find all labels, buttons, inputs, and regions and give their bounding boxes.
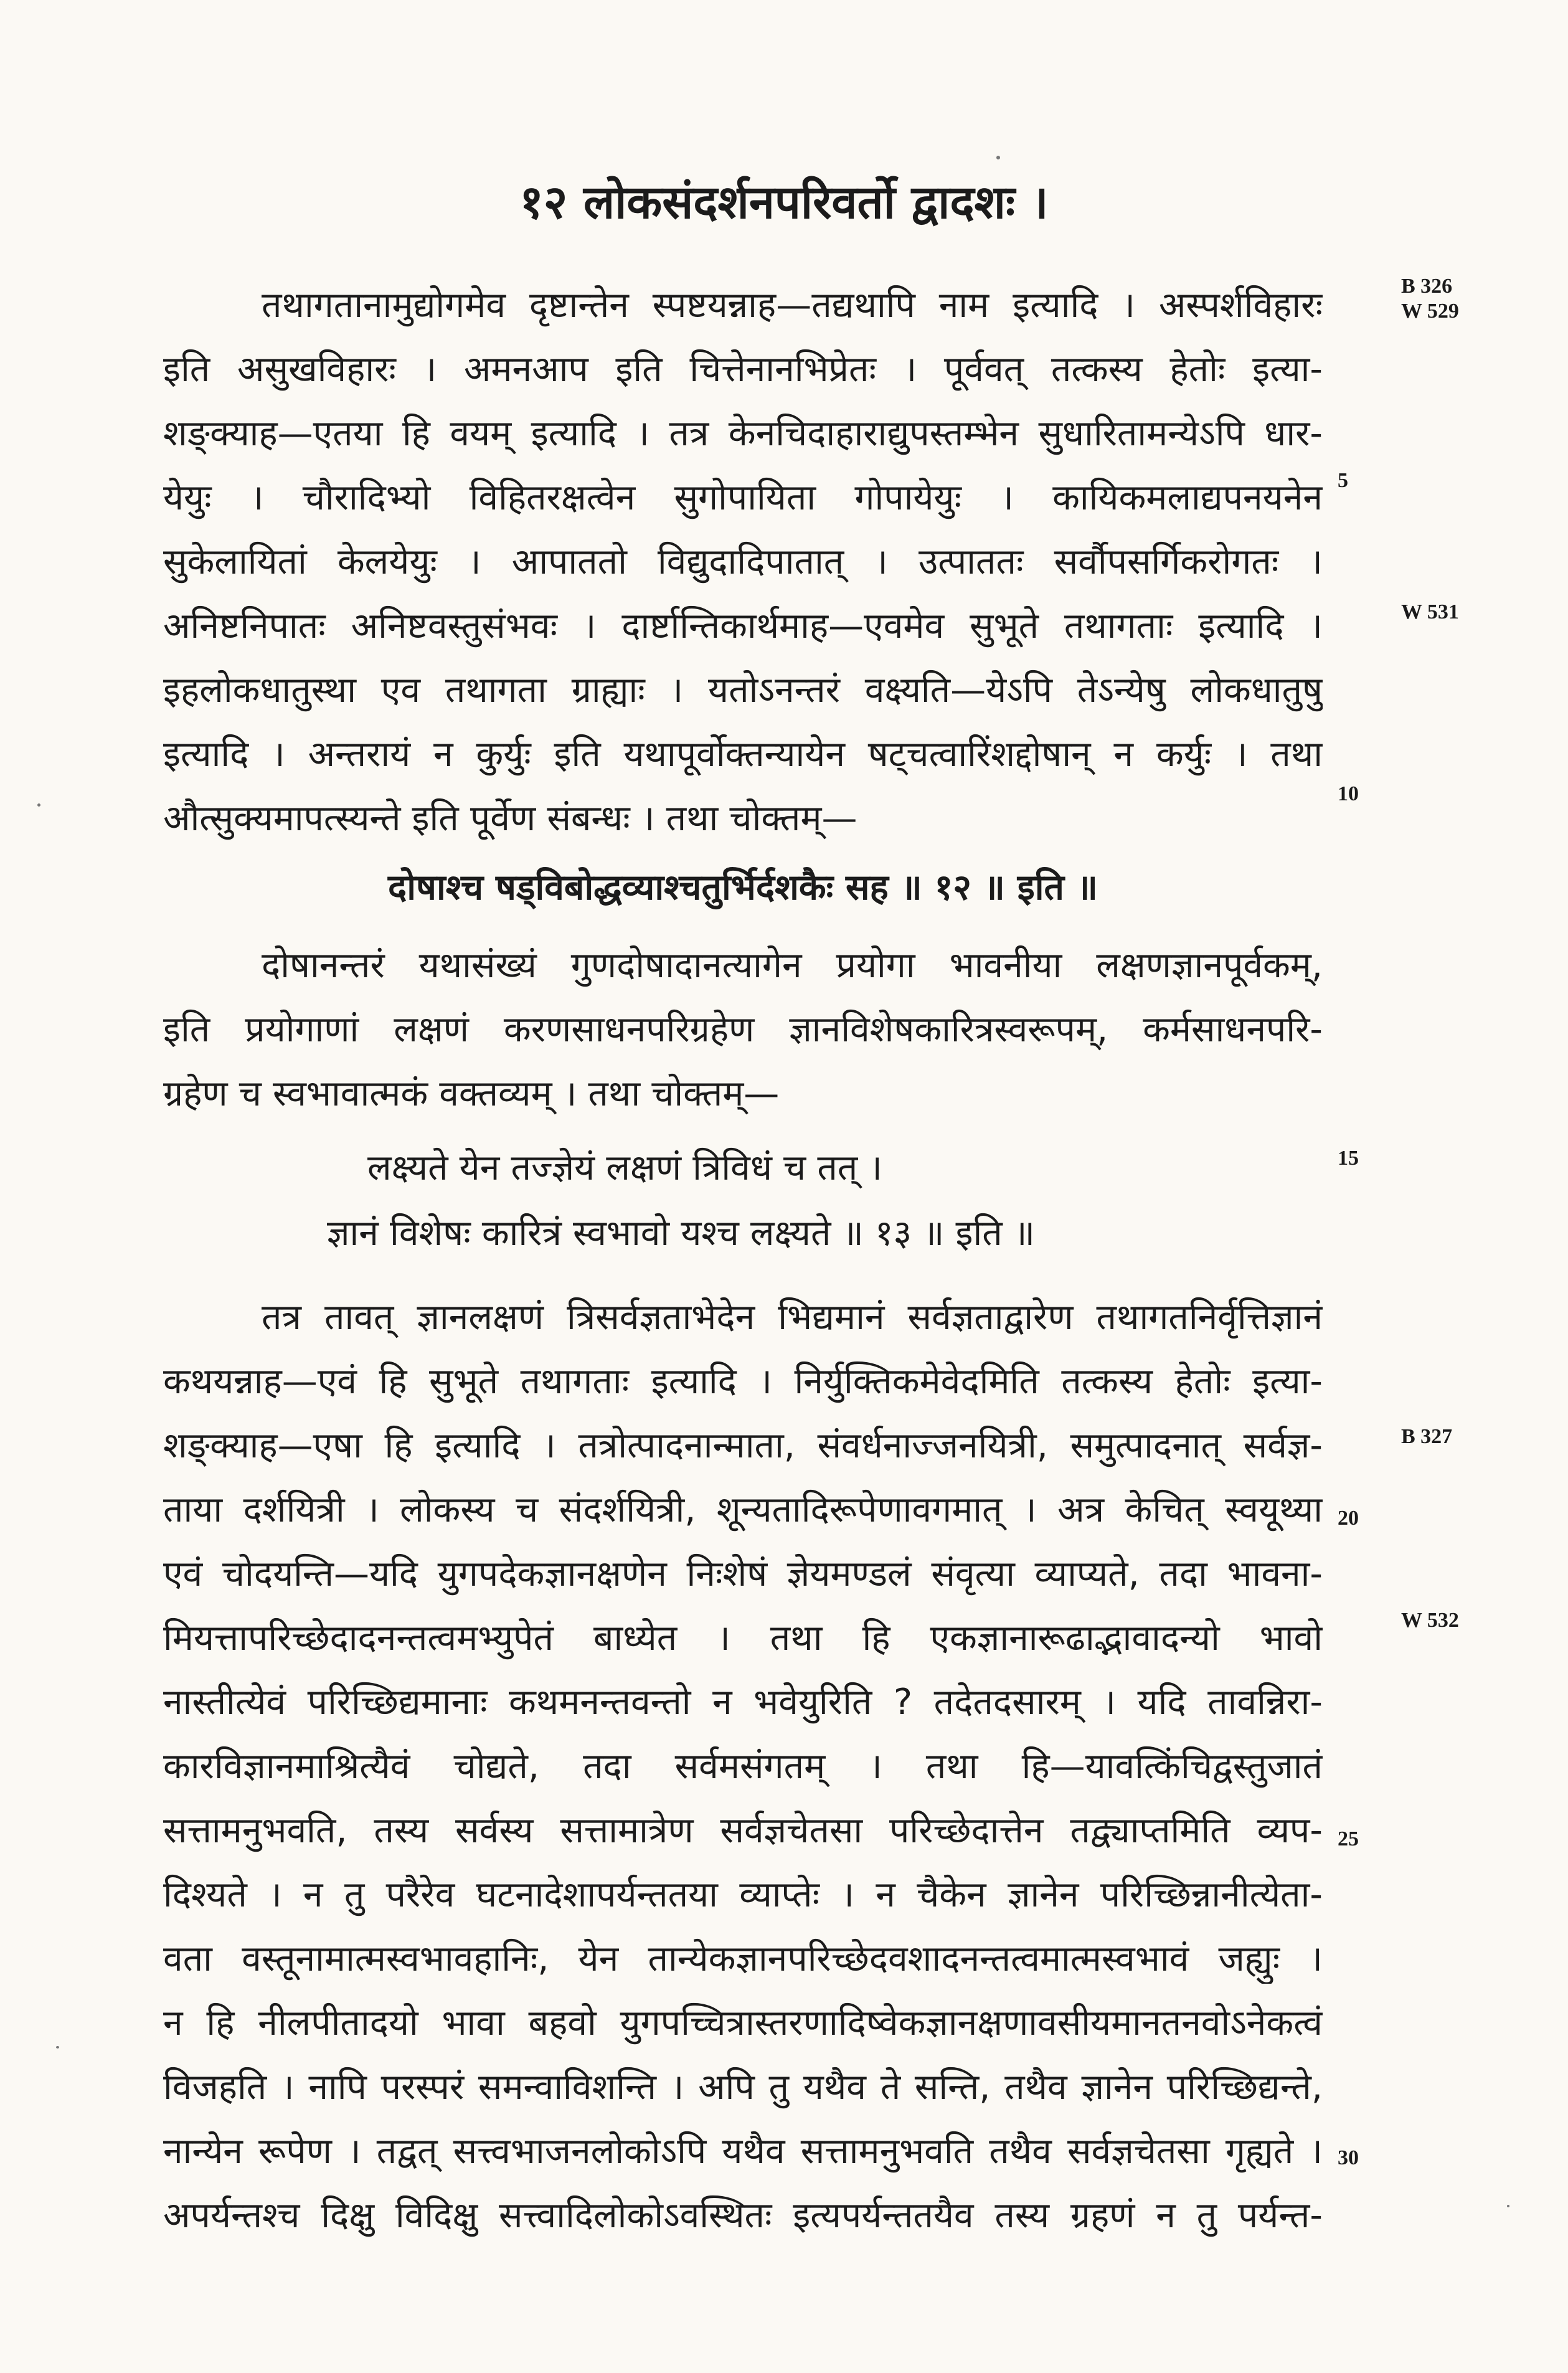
scan-speck <box>56 2046 59 2049</box>
scan-speck <box>996 156 1000 159</box>
text-line-26: वता वस्तूनामात्मस्वभावहानिः, येन तान्येकज्ञानपरिच्छेदवशादनन्तत्वमात्मस्वभावं जह्युः । <box>163 1938 1323 1979</box>
line-number-30: 30 <box>1338 2146 1359 2169</box>
text-line-28: विजहति । नापि परस्परं समन्वाविशन्ति । अपि तु यथैव ते सन्ति, तथैव ज्ञानेन परिच्छिद्यन्ते, <box>163 2067 1323 2108</box>
scan-speck <box>37 803 40 807</box>
text-line-1: तथागतानामुद्योगमेव दृष्टान्तेन स्पष्टयन्नाह—तद्यथापि नाम इत्यादि । अस्पर्शविहारः <box>262 285 1323 326</box>
text-line-8: इत्यादि । अन्तरायं न कुर्युः इति यथापूर्वोक्तन्यायेन षट्चत्वारिंशद्दोषान् न कर्युः । तथा <box>163 734 1323 775</box>
margin-ref-b326: B 326 <box>1401 275 1453 298</box>
text-line-29: नान्येन रूपेण । तद्वत् सत्त्वभाजनलोकोऽपि यथैव सत्तामनुभवति तथैव सर्वज्ञचेतसा गृह्यते । <box>163 2131 1323 2172</box>
text-line-9: औत्सुक्यमापत्स्यन्ते इति पूर्वेण संबन्धः । तथा चोक्तम्— <box>163 798 857 839</box>
text-line-13: ग्रहेण च स्वभावात्मकं वक्तव्यम् । तथा चोक्तम्— <box>163 1073 780 1114</box>
text-line-18: शङ्क्याह—एषा हि इत्यादि । तत्रोत्पादनान्माता, संवर्धनाज्जनयित्री, समुत्पादनात् सर्वज्ञ- <box>163 1425 1323 1466</box>
margin-ref-w531: W 531 <box>1401 600 1459 623</box>
chapter-title: १२ लोकसंदर्शनपरिवर्तो द्वादशः । <box>519 176 1049 229</box>
scan-speck <box>1507 2205 1509 2207</box>
text-line-11: दोषानन्तरं यथासंख्यं गुणदोषादानत्यागेन प्रयोगा भावनीया लक्षणज्ञानपूर्वकम्, <box>262 945 1323 986</box>
text-line-12: इति प्रयोगाणां लक्षणं करणसाधनपरिग्रहेण ज्ञानविशेषकारित्रस्वरूपम्, कर्मसाधनपरि- <box>163 1009 1323 1050</box>
text-line-5: सुकेलायितां केलयेयुः । आपाततो विद्युदादिपातात् । उत्पाततः सर्वौपसर्गिकरोगतः । <box>163 541 1323 582</box>
margin-ref-w532: W 532 <box>1401 1609 1459 1632</box>
text-line-27: न हि नीलपीतादयो भावा बहवो युगपच्चित्रास्तरणादिष्वेकज्ञानक्षणावसीयमानतनवोऽनेकत्वं <box>163 2002 1323 2044</box>
line-number-20: 20 <box>1338 1507 1359 1530</box>
karika-13-line-1: लक्ष्यते येन तज्ज्ञेयं लक्षणं त्रिविधं च तत् । <box>367 1147 883 1188</box>
text-line-21: मियत्तापरिच्छेदादनन्तत्वमभ्युपेतं बाध्येत । तथा हि एकज्ञानारूढाद्भावादन्यो भावो <box>163 1618 1323 1659</box>
text-line-24: सत्तामनुभवति, तस्य सर्वस्य सत्तामात्रेण सर्वज्ञचेतसा परिच्छेदात्तेन तद्व्याप्तमिति व्यप- <box>163 1810 1323 1851</box>
text-line-4: येयुः । चौरादिभ्यो विहितरक्षत्वेन सुगोपायिता गोपायेयुः । कायिकमलाद्यपनयनेन <box>163 477 1323 518</box>
text-line-2: इति असुखविहारः । अमनआप इति चित्तेनानभिप्रेतः । पूर्ववत् तत्कस्य हेतोः इत्या- <box>163 349 1323 390</box>
margin-ref-b327: B 327 <box>1401 1425 1453 1448</box>
karika-13-line-2: ज्ञानं विशेषः कारित्रं स्वभावो यश्च लक्ष्यते ॥ १३ ॥ इति ॥ <box>327 1213 1036 1254</box>
text-line-30: अपर्यन्तश्च दिक्षु विदिक्षु सत्त्वादिलोकोऽवस्थितः इत्यपर्यन्ततयैव तस्य ग्रहणं न तु पर्यन्त- <box>163 2195 1323 2236</box>
text-line-7: इहलोकधातुस्था एव तथागता ग्राह्याः । यतोऽनन्तरं वक्ष्यति—येऽपि तेऽन्येषु लोकधातुषु <box>163 670 1323 711</box>
line-number-25: 25 <box>1338 1827 1359 1850</box>
text-line-3: शङ्क्याह—एतया हि वयम् इत्यादि । तत्र केनचिदाहाराद्युपस्तम्भेन सुधारितामन्येऽपि धार- <box>163 413 1323 454</box>
text-line-25: दिश्यते । न तु परैरेव घटनादेशापर्यन्ततया व्याप्तेः । न चैकेन ज्ञानेन परिच्छिन्नानीत्येता- <box>163 1874 1323 1915</box>
text-line-16: तत्र तावत् ज्ञानलक्षणं त्रिसर्वज्ञताभेदेन भिद्यमानं सर्वज्ञताद्वारेण तथागतनिर्वृत्तिज्ञानं <box>262 1297 1323 1338</box>
line-number-5: 5 <box>1338 469 1348 492</box>
text-line-22: नास्तीत्येवं परिच्छिद्यमानाः कथमनन्तवन्तो न भवेयुरिति ? तदेतदसारम् । यदि तावन्निरा- <box>163 1682 1323 1723</box>
text-line-19: ताया दर्शयित्री । लोकस्य च संदर्शयित्री, शून्यतादिरूपेणावगमात् । अत्र केचित् स्वयूथ्या <box>163 1489 1323 1530</box>
text-line-20: एवं चोदयन्ति—यदि युगपदेकज्ञानक्षणेन निःशेषं ज्ञेयमण्डलं संवृत्या व्याप्यते, तदा भावना- <box>163 1553 1323 1594</box>
text-line-6: अनिष्टनिपातः अनिष्टवस्तुसंभवः । दार्ष्टान्तिकार्थमाह—एवमेव सुभूते तथागताः इत्यादि । <box>163 605 1323 647</box>
text-line-17: कथयन्नाह—एवं हि सुभूते तथागताः इत्यादि । निर्युक्तिकमेवेदमिति तत्कस्य हेतोः इत्या- <box>163 1361 1323 1402</box>
margin-ref-w529: W 529 <box>1401 300 1459 323</box>
line-number-10: 10 <box>1338 782 1359 805</box>
text-line-23: कारविज्ञानमाश्रित्यैवं चोद्यते, तदा सर्वमसंगतम् । तथा हि—यावत्किंचिद्वस्तुजातं <box>163 1746 1323 1787</box>
karika-12: दोषाश्च षड्विबोद्धव्याश्चतुर्भिर्दशकैः सह ॥ १२ ॥ इति ॥ <box>388 867 1098 908</box>
line-number-15: 15 <box>1338 1147 1359 1170</box>
